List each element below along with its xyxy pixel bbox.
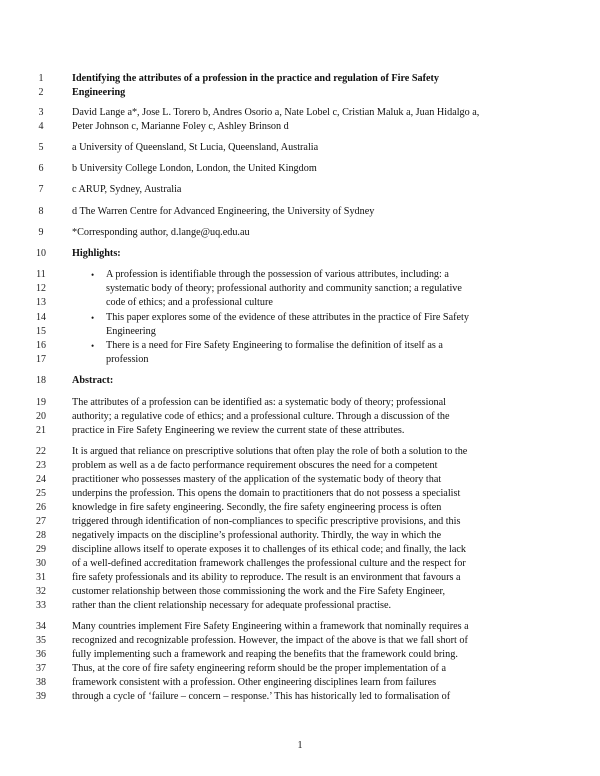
line-number: 5 xyxy=(38,142,44,153)
manuscript-line xyxy=(0,424,600,438)
line-number: 25 xyxy=(36,488,46,499)
heading-line: Abstract: xyxy=(72,375,114,386)
manuscript-line xyxy=(0,162,600,176)
line-number: 8 xyxy=(38,206,44,217)
line-number: 16 xyxy=(36,340,46,351)
line-text: framework consistent with a profession. Other engineering disciplines learn from failures xyxy=(72,677,437,688)
manuscript-line xyxy=(0,515,600,529)
manuscript-line xyxy=(0,183,600,197)
line-number: 30 xyxy=(36,558,46,569)
manuscript-line xyxy=(0,353,600,367)
line-text: through a cycle of ‘failure – concern – response.’ This has historically led to formalisation of xyxy=(72,691,451,702)
manuscript-line xyxy=(0,571,600,585)
line-text: Engineering xyxy=(106,326,156,337)
line-number: 37 xyxy=(36,663,46,674)
line-text: systematic body of theory; professional authority and community sanction; a regulative xyxy=(106,283,462,294)
line-text: recognized and recognizable profession. However, the impact of the above is that we fall short of xyxy=(72,635,468,646)
manuscript-line xyxy=(0,141,600,155)
line-number: 10 xyxy=(36,248,46,259)
line-text: practice in Fire Safety Engineering we review the current state of these attributes. xyxy=(72,425,405,436)
line-text: profession xyxy=(106,354,149,365)
manuscript-line xyxy=(0,410,600,424)
line-text: b University College London, London, the United Kingdom xyxy=(72,163,317,174)
manuscript-line xyxy=(0,648,600,662)
line-text: authority; a regulative code of ethics; and a professional culture. Through a discussion of the xyxy=(72,411,450,422)
line-number: 2 xyxy=(38,87,44,98)
line-number: 33 xyxy=(36,600,46,611)
line-text: a University of Queensland, St Lucia, Queensland, Australia xyxy=(72,142,319,153)
manuscript-line xyxy=(0,676,600,690)
manuscript-line xyxy=(0,543,600,557)
line-number: 19 xyxy=(36,397,46,408)
line-number: 32 xyxy=(36,586,46,597)
line-number: 39 xyxy=(36,691,46,702)
line-text: c ARUP, Sydney, Australia xyxy=(72,184,182,195)
line-text: Thus, at the core of fire safety engineering reform should be the proper implementation of a xyxy=(72,663,446,674)
line-text: problem as well as a de facto performance requirement obscures the need for a competent xyxy=(72,460,438,471)
line-number: 6 xyxy=(38,163,44,174)
line-number: 22 xyxy=(36,446,46,457)
line-text: fully implementing such a framework and reaping the benefits that the framework could bring. xyxy=(72,649,458,660)
line-text: Peter Johnson c, Marianne Foley c, Ashley Brinson d xyxy=(72,121,289,132)
line-number: 31 xyxy=(36,572,46,583)
line-text: code of ethics; and a professional culture xyxy=(106,297,273,308)
line-number: 1 xyxy=(38,73,44,84)
line-text: d The Warren Centre for Advanced Engineering, the University of Sydney xyxy=(72,206,375,217)
manuscript-line xyxy=(0,247,600,261)
manuscript-line xyxy=(0,599,600,613)
manuscript-line xyxy=(0,226,600,240)
line-number: 29 xyxy=(36,544,46,555)
line-text: rather than the client relationship necessary for adequate professional practise. xyxy=(72,600,392,611)
line-text: The attributes of a profession can be identified as: a systematic body of theory; professional xyxy=(72,397,446,408)
manuscript-line xyxy=(0,557,600,571)
manuscript-line xyxy=(0,690,600,704)
manuscript-line xyxy=(0,396,600,410)
line-text: *Corresponding author, d.lange@uq.edu.au xyxy=(72,227,250,238)
bullet-icon: • xyxy=(91,270,95,280)
manuscript-line xyxy=(0,339,600,353)
manuscript-line xyxy=(0,445,600,459)
line-number: 15 xyxy=(36,326,46,337)
line-text: practitioner who possesses mastery of the application of the systematic body of theory that xyxy=(72,474,442,485)
line-number: 18 xyxy=(36,375,46,386)
line-text: negatively impacts on the discipline’s professional authority. Thirdly, the way in which the xyxy=(72,530,442,541)
manuscript-line xyxy=(0,325,600,339)
line-text: underpins the profession. This opens the domain to practitioners that do not possess a specialist xyxy=(72,488,461,499)
line-text: There is a need for Fire Safety Engineering to formalise the definition of itself as a xyxy=(106,340,443,351)
manuscript-line xyxy=(0,473,600,487)
line-text: customer relationship between those commissioning the work and the Fire Safety Engineer, xyxy=(72,586,446,597)
line-text: Many countries implement Fire Safety Engineering within a framework that nominally requires a xyxy=(72,621,469,632)
line-number: 26 xyxy=(36,502,46,513)
manuscript-line xyxy=(0,620,600,634)
manuscript-line xyxy=(0,120,600,134)
line-number: 4 xyxy=(38,121,44,132)
line-number: 12 xyxy=(36,283,46,294)
heading-line: Highlights: xyxy=(72,248,121,259)
line-number: 11 xyxy=(36,269,46,280)
line-number: 20 xyxy=(36,411,46,422)
manuscript-line xyxy=(0,374,600,388)
manuscript-line xyxy=(0,205,600,219)
page-number: 1 xyxy=(297,740,303,751)
line-number: 35 xyxy=(36,635,46,646)
line-text: triggered through identification of non-compliances to specific prescriptive provisions, and this xyxy=(72,516,461,527)
manuscript-line xyxy=(0,487,600,501)
line-text: It is argued that reliance on prescriptive solutions that often play the role of both a solution to the xyxy=(72,446,468,457)
bullet-icon: • xyxy=(91,313,95,323)
manuscript-line xyxy=(0,72,600,86)
line-number: 38 xyxy=(36,677,46,688)
line-number: 28 xyxy=(36,530,46,541)
line-number: 27 xyxy=(36,516,46,527)
manuscript-line xyxy=(0,501,600,515)
line-number: 36 xyxy=(36,649,46,660)
line-text: fire safety professionals and its ability to reproduce. The result is an environment that favours a xyxy=(72,572,461,583)
manuscript-line xyxy=(0,662,600,676)
line-text: knowledge in fire safety engineering. Secondly, the fire safety engineering process is often xyxy=(72,502,442,513)
line-number: 13 xyxy=(36,297,46,308)
line-number: 34 xyxy=(36,621,46,632)
line-text: A profession is identifiable through the possession of various attributes, including: a xyxy=(106,269,449,280)
manuscript-line xyxy=(0,529,600,543)
line-number: 17 xyxy=(36,354,46,365)
manuscript-line xyxy=(0,634,600,648)
line-number: 23 xyxy=(36,460,46,471)
manuscript-line xyxy=(0,296,600,310)
line-text: This paper explores some of the evidence of these attributes in the practice of Fire Safety xyxy=(106,312,469,323)
manuscript-line xyxy=(0,459,600,473)
manuscript-line xyxy=(0,311,600,325)
manuscript-line xyxy=(0,585,600,599)
heading-line: Engineering xyxy=(72,87,126,98)
manuscript-line xyxy=(0,282,600,296)
manuscript-line xyxy=(0,86,600,100)
heading-line: Identifying the attributes of a profession in the practice and regulation of Fire Safety xyxy=(72,73,440,84)
line-number: 9 xyxy=(38,227,44,238)
line-text: of a well-defined accreditation framework challenges the professional culture and the respect for xyxy=(72,558,466,569)
line-number: 21 xyxy=(36,425,46,436)
manuscript-line xyxy=(0,268,600,282)
line-number: 14 xyxy=(36,312,46,323)
line-text: David Lange a*, Jose L. Torero b, Andres Osorio a, Nate Lobel c, Cristian Maluk a, Juan Hidalgo a, xyxy=(72,107,480,118)
line-number: 7 xyxy=(38,184,44,195)
manuscript-line xyxy=(0,106,600,120)
line-number: 3 xyxy=(38,107,44,118)
bullet-icon: • xyxy=(91,341,95,351)
line-number: 24 xyxy=(36,474,46,485)
line-text: discipline allows itself to operate exposes it to challenges of its ethical code; and finally, the lack xyxy=(72,544,466,555)
